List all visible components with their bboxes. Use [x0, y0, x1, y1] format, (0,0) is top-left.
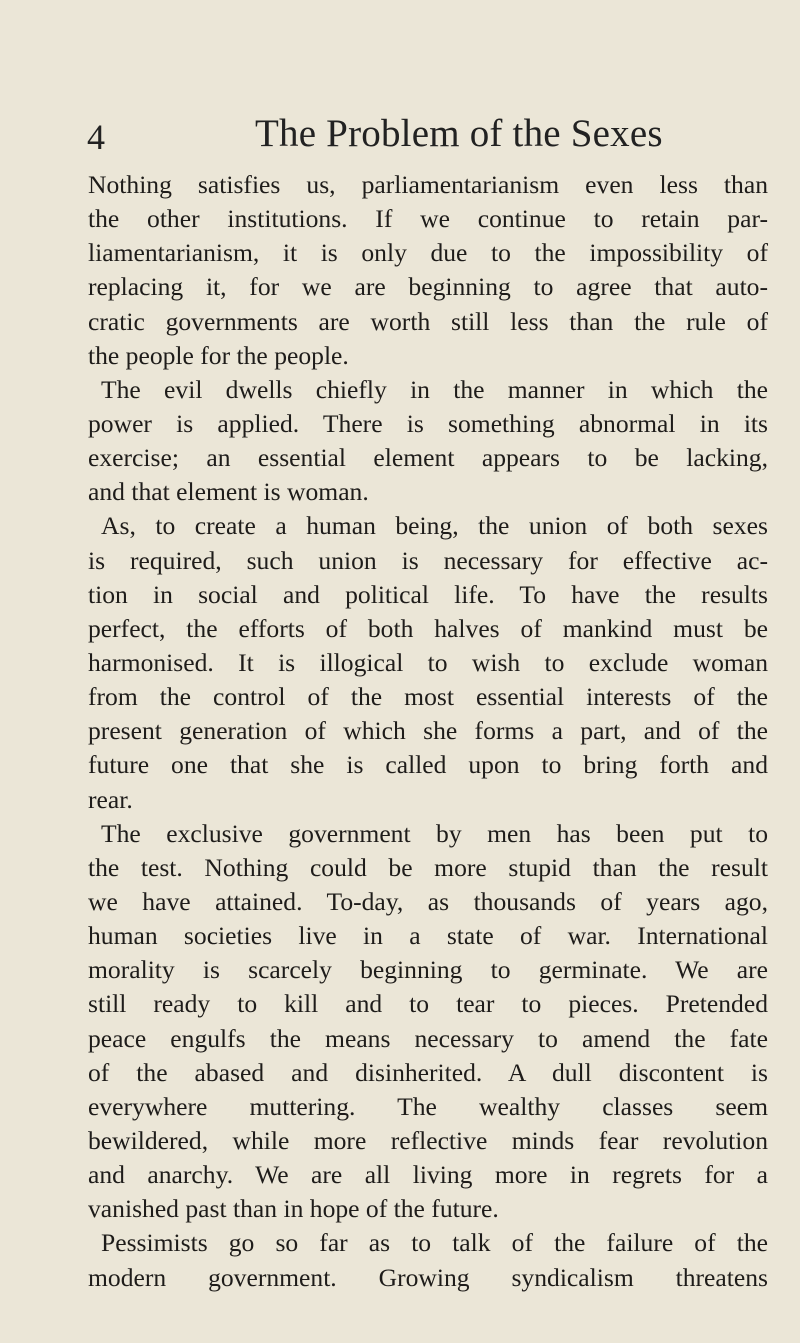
text-line: liamentarianism, it is only due to the impossibility of — [88, 238, 768, 268]
text-line: Nothing satisfies us, parliamentarianism even less than — [88, 170, 768, 199]
text-line: of the abased and disinherited. A dull discontent is — [88, 1057, 768, 1087]
text-line: the test. Nothing could be more stupid than the result — [88, 852, 768, 882]
text-line: perfect, the efforts of both halves of mankind must be — [88, 613, 768, 643]
page-number: 4 — [87, 117, 105, 157]
text-line: exercise; an essential element appears to be lacking, — [88, 443, 768, 473]
text-line: still ready to kill and to tear to pieces. Pretended — [88, 989, 768, 1019]
text-line: Pessimists go so far as to talk of the failure of the — [101, 1228, 768, 1258]
text-line: morality is scarcely beginning to germinate. We are — [88, 955, 768, 985]
text-line: present generation of which she forms a part, and of the — [88, 716, 768, 746]
text-line: peace engulfs the means necessary to amend the fate — [88, 1023, 768, 1053]
text-line: tion in social and political life. To have the results — [88, 579, 768, 609]
text-line: replacing it, for we are beginning to agree that auto- — [88, 272, 768, 302]
text-line: and that element is woman. — [88, 477, 369, 507]
text-line: The evil dwells chiefly in the manner in which the — [101, 374, 768, 404]
text-line: human societies live in a state of war. International — [88, 921, 768, 951]
text-line: everywhere muttering. The wealthy classes seem — [88, 1091, 768, 1121]
text-line: future one that she is called upon to bring forth and — [88, 750, 768, 780]
body-text — [88, 168, 768, 1295]
text-line: power is applied. There is something abnormal in its — [88, 408, 768, 438]
text-line: vanished past than in hope of the future. — [88, 1194, 499, 1224]
text-line: and anarchy. We are all living more in regrets for a — [88, 1160, 768, 1190]
text-line: bewildered, while more reflective minds fear revolution — [88, 1125, 768, 1155]
text-line: modern government. Growing syndicalism threatens — [88, 1262, 768, 1292]
text-line: the other institutions. If we continue to retain par- — [88, 204, 768, 234]
text-line: rear. — [88, 784, 133, 814]
text-line: from the control of the most essential interests of the — [88, 682, 768, 712]
text-line: is required, such union is necessary for effective ac- — [88, 545, 768, 575]
text-line: the people for the people. — [88, 340, 349, 370]
running-title: The Problem of the Sexes — [255, 112, 663, 155]
text-line: As, to create a human being, the union of both sexes — [101, 511, 768, 541]
text-line: we have attained. To-day, as thousands of years ago, — [88, 886, 768, 916]
text-line: cratic governments are worth still less than the rule of — [88, 306, 768, 336]
text-line: harmonised. It is illogical to wish to exclude woman — [88, 647, 768, 677]
page-header — [40, 111, 770, 161]
text-line: The exclusive government by men has been put to — [101, 818, 768, 848]
